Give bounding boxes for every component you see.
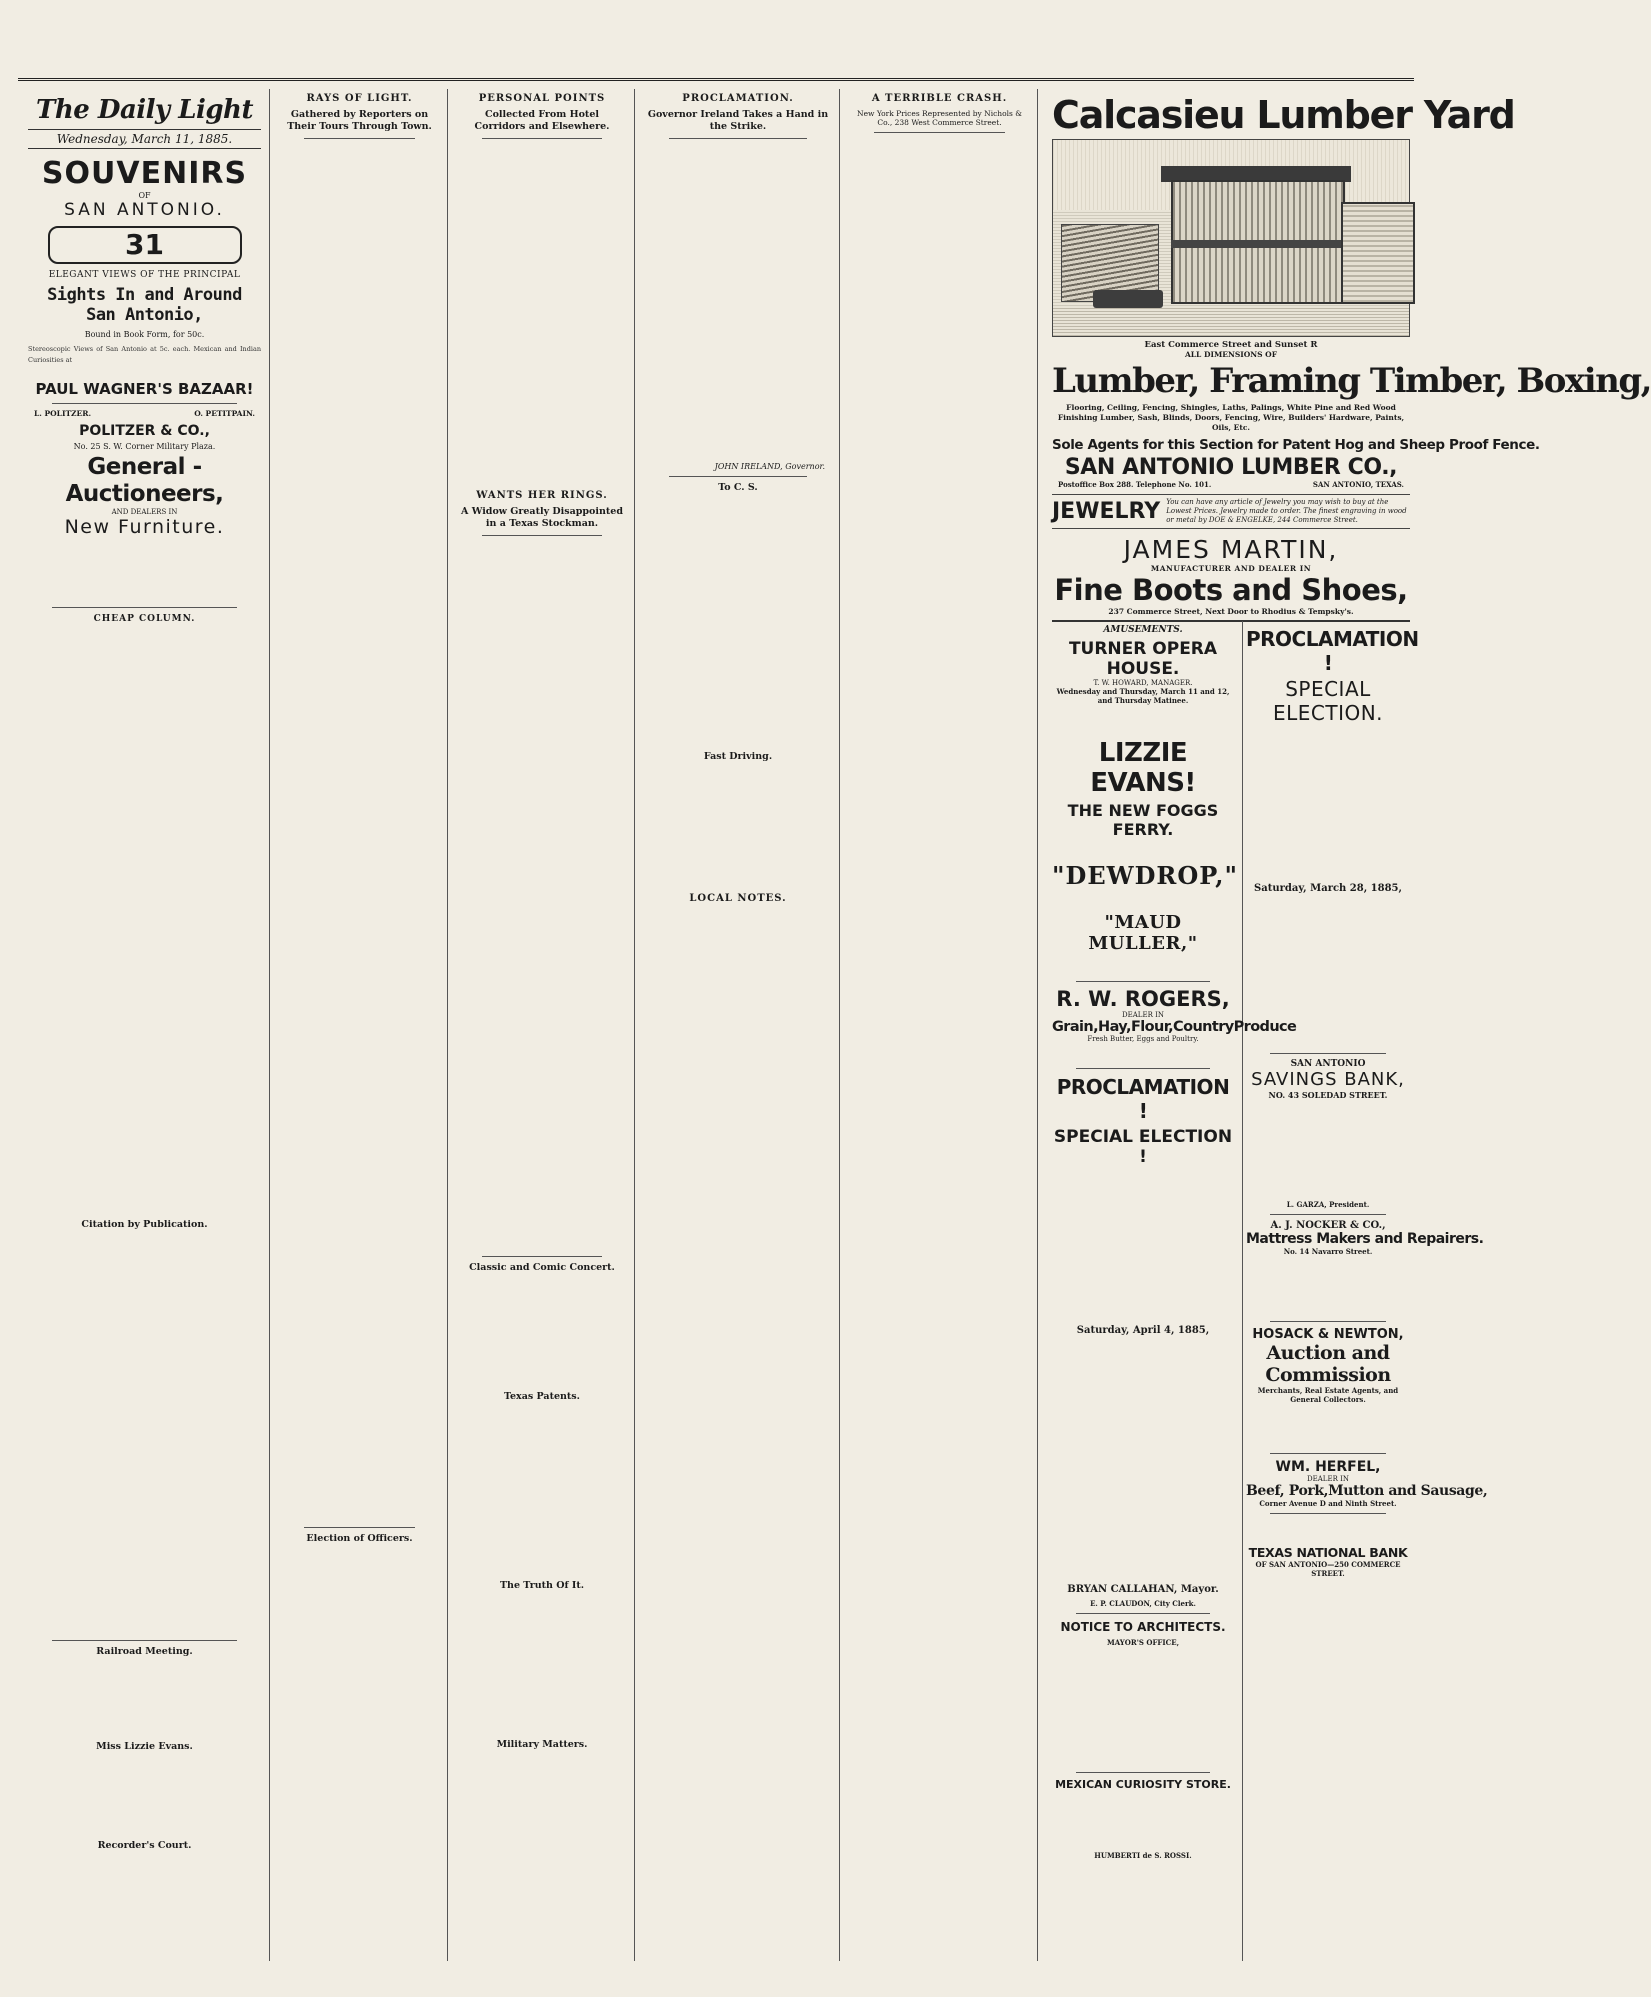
rule [1270,1214,1386,1215]
text-block [28,1235,261,1635]
rule [1076,981,1210,982]
rings-head: WANTS HER RINGS. [476,490,608,501]
calcasieu-title: Calcasieu Lumber Yard [1052,93,1515,137]
engraving-porch [1171,240,1341,248]
opera-star: LIZZIE EVANS! [1090,738,1196,798]
engraving-shed [1341,202,1415,304]
rule [1270,1321,1386,1322]
nocker-trade: Mattress Makers and Repairers. [1246,1231,1484,1247]
text-block [28,628,261,1216]
jewelry-title: JEWELRY [1052,499,1161,524]
text-block [280,1549,439,1969]
fast-driving-head: Fast Driving. [703,751,773,762]
martin-sub: MANUFACTURER AND DEALER IN [1150,564,1312,573]
hosack-name: HOSACK & NEWTON, [1252,1327,1404,1342]
text-block [1052,890,1234,912]
rule [1076,1613,1210,1614]
text-block [1052,954,1234,976]
masthead-title: The Daily Light [36,95,253,125]
text-block [1246,1578,1410,1618]
text-block [645,498,831,748]
herfel-goods: Beef, Pork,Mutton and Sausage, [1246,1483,1488,1499]
election-head: Election of Officers. [306,1533,413,1544]
clerk-signature: E. P. CLAUDON, City Clerk. [1090,1599,1196,1608]
proclamation-head: PROCLAMATION. [682,93,794,104]
lumber-headline: Lumber, Framing Timber, Boxing, [1052,361,1651,401]
mayor-office: MAYOR'S OFFICE, [1106,1638,1180,1647]
amusements-head: AMUSEMENTS. [1103,625,1183,635]
opera-dates: Wednesday and Thursday, March 11 and 12, and Thursday Matinee. [1056,687,1230,705]
text-block [458,1407,626,1577]
herfel-dealer: DEALER IN [1307,1475,1349,1483]
rays-head: RAYS OF LIGHT. [306,93,413,104]
opera-manager: T. W. HOWARD, MANAGER. [1093,679,1193,687]
savings-city: SAN ANTONIO [1290,1059,1366,1069]
special-election-2: SPECIAL ELECTION. [1272,677,1384,725]
personal-sub: Collected From Hotel Corridors and Elsewhere. [474,109,610,132]
rule [1076,1772,1210,1773]
rule [304,1527,415,1528]
text-block [1246,898,1410,1048]
newspaper-page [18,78,1651,1961]
text-block [28,1662,261,1738]
texas-bank-address: OF SAN ANTONIO—250 COMMERCE STREET. [1255,1560,1401,1578]
souvenirs-title: SOUVENIRS [41,156,248,191]
lumber-yard-engraving [1052,139,1410,337]
column-3 [448,89,635,1961]
rings-sub: A Widow Greatly Disappointed in a Texas Stockman. [461,506,623,529]
engraving-wagon [1093,290,1163,308]
truth-head: The Truth Of It. [499,1580,585,1591]
column-2 [270,89,448,1961]
text-block [458,541,626,1251]
lumber-contact-row [1052,480,1410,489]
text-block [1052,839,1234,861]
text-block [458,1596,626,1736]
rule [304,138,415,139]
architects-head: NOTICE TO ARCHITECTS. [1060,1620,1226,1634]
rogers-goods: Grain,Hay,Flour,CountryProduce [1052,1019,1297,1035]
lumber-caption: East Commerce Street and Sunset R [1144,340,1318,350]
curiosity-owner: HUMBERTI de S. ROSSI. [1094,1851,1192,1860]
opera-house-name: TURNER OPERA HOUSE. [1068,639,1218,679]
text-block [1052,1791,1234,1851]
concert-head: Classic and Comic Concert. [469,1262,615,1273]
opera-play-2: "DEWDROP," [1052,861,1239,890]
rule [52,1640,237,1641]
herfel-address: Corner Avenue D and Ninth Street. [1259,1499,1397,1508]
text-block [1052,1647,1234,1767]
text-block [645,144,831,462]
rogers-dealer: DEALER IN [1122,1011,1164,1019]
engraving-ground [1053,306,1409,336]
rule [1270,1053,1386,1054]
text-block [850,138,1029,1958]
politzer-names [28,409,261,418]
text-block [1246,1100,1410,1200]
politzer-title: General - Auctioneers, [65,454,224,507]
railroad-head: Railroad Meeting. [96,1646,193,1657]
rogers-line: Fresh Butter, Eggs and Poultry. [1087,1035,1199,1043]
lumber-city: SAN ANTONIO, TEXAS. [1312,480,1404,489]
proclamation-signature: JOHN IRELAND, Governor. [714,462,825,471]
rule [874,132,1005,133]
rogers-name: R. W. ROGERS, [1056,987,1230,1011]
rule [52,607,237,608]
lumber-company: SAN ANTONIO LUMBER CO., [1064,455,1398,480]
rule [1270,1453,1386,1454]
election-date-1: Saturday, April 4, 1885, [1076,1325,1210,1336]
savings-bank: SAVINGS BANK, [1251,1069,1405,1090]
hosack-sub: Merchants, Real Estate Agents, and General Collectors. [1257,1386,1399,1404]
rule [1076,1068,1210,1069]
text-block [1246,1404,1410,1448]
nocker-name: A. J. NOCKER & CO., [1270,1220,1386,1231]
mayor-signature: BRYAN CALLAHAN, Mayor. [1067,1584,1219,1595]
text-block [458,1278,626,1388]
souvenirs-line3: Bound in Book Form, for 50c. [84,330,205,339]
rule [482,138,602,139]
local-notes-head: LOCAL NOTES. [689,893,787,904]
jewelry-ad [1052,494,1410,529]
proclamation-sub: Governor Ireland Takes a Hand in the Strike. [647,109,829,132]
text-block [458,1755,626,1945]
ads-subcolumn-right [1244,621,1488,1961]
masthead-date: Wednesday, March 11, 1885. [28,129,261,149]
poem-head: To C. S. [718,482,758,493]
hosack-trade: Auction and Commission [1265,1342,1391,1386]
lumber-po-box: Postoffice Box 288. Telephone No. 101. [1058,480,1212,489]
politzer-goods: New Furniture. [64,516,225,538]
rays-sub: Gathered by Reporters on Their Tours Through Town. [287,109,432,132]
rule [482,1256,602,1257]
military-head: Military Matters. [496,1739,588,1750]
jewelry-text: You can have any article of Jewelry you may wish to buy at the Lowest Prices. Jewelry made to order. The finest engraving in wood or metal by DOE & ENGELKE, 244 Commerce Street. [1166,498,1407,524]
politzer-dealers: AND DEALERS IN [111,508,178,516]
curiosity-store-head: MEXICAN CURIOSITY STORE. [1055,1778,1231,1791]
crash-sub: New York Prices Represented by Nichols & Co., 238 West Commerce Street. [857,109,1022,127]
martin-address: 237 Commerce Street, Next Door to Rhodius & Tempsky's. [1052,607,1410,622]
souvenirs-line2: Sights In and Around San Antonio, [47,285,242,325]
election-date-2: Saturday, March 28, 1885, [1254,883,1402,894]
lumber-dims: ALL DIMENSIONS OF [1184,350,1278,359]
column-6-ads [1038,89,1651,1961]
texas-bank-name: TEXAS NATIONAL BANK [1248,1545,1408,1560]
patents-head: Texas Patents. [504,1391,580,1402]
text-block [1246,1256,1410,1316]
savings-president: L. GARZA, President. [1286,1200,1370,1209]
text-block [28,1856,261,1996]
lumber-sole-agents: Sole Agents for this Section for Patent Hog and Sheep Proof Fence. [1052,437,1540,453]
souvenirs-city: SAN ANTONIO. [64,200,225,220]
column-1 [18,89,270,1961]
rule [482,535,602,536]
recorder-head: Recorder's Court. [97,1840,192,1851]
souvenirs-number: 31 [48,226,242,264]
ads-subcolumn-left [1052,621,1297,1961]
text-block [28,542,261,602]
martin-name: JAMES MARTIN, [1123,535,1339,564]
souvenirs-line1: ELEGANT VIEWS OF THE PRINCIPAL [48,270,241,280]
politzer-left-name: L. POLITZER. [34,409,92,418]
text-block [280,144,439,1522]
souvenirs-body: Stereoscopic Views of San Antonio at 5c. each. Mexican and Indian Curiosities at [28,345,261,364]
text-block [1052,1171,1234,1321]
text-block [1052,1043,1234,1063]
text-block [645,767,831,889]
rule [669,138,807,139]
rule [52,403,237,404]
politzer-firm: POLITZER & CO., [79,423,210,439]
martin-goods: Fine Boots and Shoes, [1054,573,1408,607]
text-block [645,909,831,1949]
text-block [1246,1519,1410,1541]
rule [669,476,807,477]
proclamation-2: PROCLAMATION ! [1246,627,1419,675]
politzer-right-name: O. PETITPAIN. [194,409,255,418]
lumber-sub: Flooring, Ceiling, Fencing, Shingles, Laths, Palings, White Pine and Red Wood Finishing Lumber, Sash, Blinds, Doors, Fencing, Wire, Builders' Hardware, Paints, Oils, Etc. [1057,403,1405,432]
rule [1270,1513,1386,1514]
citation-head: Citation by Publication. [81,1219,208,1230]
savings-address: NO. 43 SOLEDAD STREET. [1268,1090,1388,1100]
crash-head: A TERRIBLE CRASH. [871,93,1008,104]
text-block [1052,705,1234,735]
text-block [1246,729,1410,879]
proclamation-1: PROCLAMATION ! [1056,1075,1230,1123]
opera-play-3: "MAUD MULLER," [1088,912,1198,954]
herfel-name: WM. HERFEL, [1275,1459,1381,1475]
text-block [28,1757,261,1837]
personal-head: PERSONAL POINTS [478,93,606,104]
nocker-address: No. 14 Navarro Street. [1283,1247,1373,1256]
text-block [1052,1340,1234,1580]
opera-play-1: THE NEW FOGGS FERRY. [1067,801,1219,839]
souvenirs-of: OF [138,191,151,200]
cheap-column-head: CHEAP COLUMN. [93,614,196,624]
column-5 [840,89,1038,1961]
evans-head: Miss Lizzie Evans. [96,1741,193,1752]
column-4 [635,89,840,1961]
text-block [458,144,626,486]
paul-wagner-bazaar: PAUL WAGNER'S BAZAAR! [35,380,254,398]
special-election-1: SPECIAL ELECTION ! [1053,1127,1233,1167]
politzer-address: No. 25 S. W. Corner Military Plaza. [73,442,216,451]
